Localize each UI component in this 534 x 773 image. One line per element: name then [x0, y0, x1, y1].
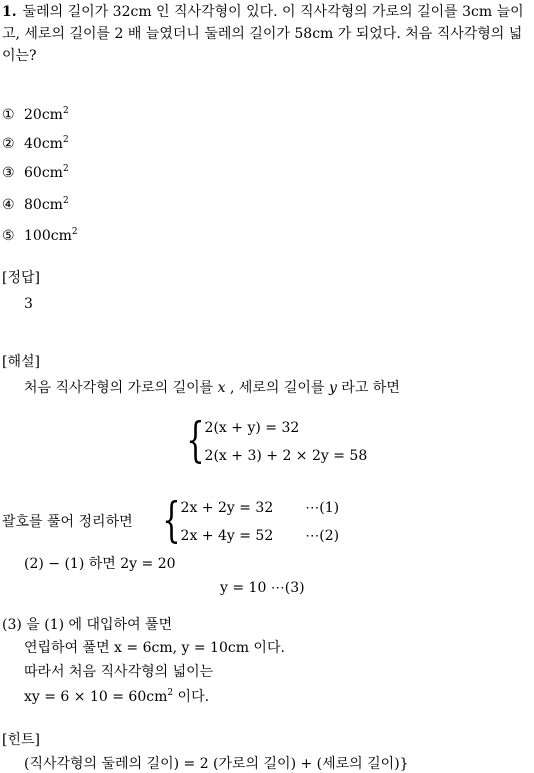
area-result	[24, 689, 209, 705]
option-value: 60cm	[24, 165, 63, 181]
equation-system-1	[174, 412, 368, 468]
option-sup: 2	[71, 227, 78, 237]
option-2[interactable]	[2, 136, 69, 152]
option-sup: 2	[62, 164, 69, 174]
answer-label: [정답]	[2, 270, 40, 286]
subtract-step	[24, 556, 176, 572]
option-3[interactable]	[2, 165, 69, 181]
var-y: y	[328, 380, 337, 396]
option-value: 40cm	[24, 136, 63, 152]
intro-text-2: , 세로의 길이를	[225, 380, 329, 396]
left-brace: {	[162, 492, 181, 548]
solve-step	[24, 640, 285, 656]
area-intro: 따라서 처음 직사각형의 넓이는	[24, 664, 214, 680]
subtract-text: (2) − (1) 하면	[24, 556, 121, 572]
option-value: 20cm	[24, 107, 63, 123]
solve-post: 이다.	[248, 640, 285, 656]
y-result: y = 10 ⋯(3)	[220, 580, 305, 596]
equation-system-2	[150, 492, 340, 548]
system2-eq-1: 2x + 2y = 32	[180, 500, 274, 516]
option-sup: 2	[62, 196, 69, 206]
area-post: 이다.	[173, 689, 210, 705]
intro-text-3: 라고 하면	[336, 380, 400, 396]
option-5[interactable]	[2, 228, 78, 244]
intro-text-1: 처음 직사각형의 가로의 길이를	[24, 380, 218, 396]
subtract-eq: 2y = 20	[120, 556, 176, 572]
option-1[interactable]	[2, 107, 69, 123]
explanation-label: [해설]	[2, 354, 40, 370]
var-x: x	[217, 380, 226, 396]
option-mark: ⑤	[2, 228, 15, 244]
left-brace: {	[186, 412, 205, 468]
system2-tag-1: ⋯(1)	[305, 500, 340, 516]
system2-eq-2: 2x + 4y = 52	[180, 528, 274, 544]
option-value: 100cm	[24, 228, 72, 244]
substitute-step: (3) 을 (1) 에 대입하여 풀면	[2, 617, 173, 633]
option-mark: ③	[2, 165, 15, 181]
option-4[interactable]	[2, 197, 69, 213]
explanation-intro	[24, 380, 400, 396]
option-mark: ②	[2, 136, 15, 152]
question-text: 둘레의 길이가 32cm 인 직사각형이 있다. 이 직사각형의 가로의 길이를 3cm 늘이고, 세로의 길이를 2 배 늘였더니 둘레의 길이가 58cm 가 되었다. 처음 직사각형의 넓이는?	[2, 4, 524, 64]
option-mark: ①	[2, 107, 15, 123]
question	[2, 1, 534, 67]
area-eq: xy = 6 × 10 = 60cm	[24, 689, 168, 705]
hint-text: (직사각형의 둘레의 길이) = 2 (가로의 길이) + (세로의 길이)}	[24, 756, 409, 772]
hint-label: [힌트]	[2, 732, 40, 748]
expand-label: 괄호를 풀어 정리하면	[2, 514, 133, 530]
option-sup: 2	[62, 135, 69, 145]
solve-values: x = 6cm, y = 10cm	[114, 640, 249, 656]
option-value: 80cm	[24, 197, 63, 213]
system2-tag-2: ⋯(2)	[305, 528, 340, 544]
option-mark: ④	[2, 197, 15, 213]
solve-text: 연립하여 풀면	[24, 640, 115, 656]
answer-value: 3	[24, 296, 33, 312]
option-sup: 2	[62, 106, 69, 116]
system1-eq-1: 2(x + y) = 32	[204, 420, 300, 436]
system1-eq-2: 2(x + 3) + 2 × 2y = 58	[204, 448, 368, 464]
area-sup: 2	[167, 688, 174, 698]
question-number: 1.	[2, 4, 17, 20]
